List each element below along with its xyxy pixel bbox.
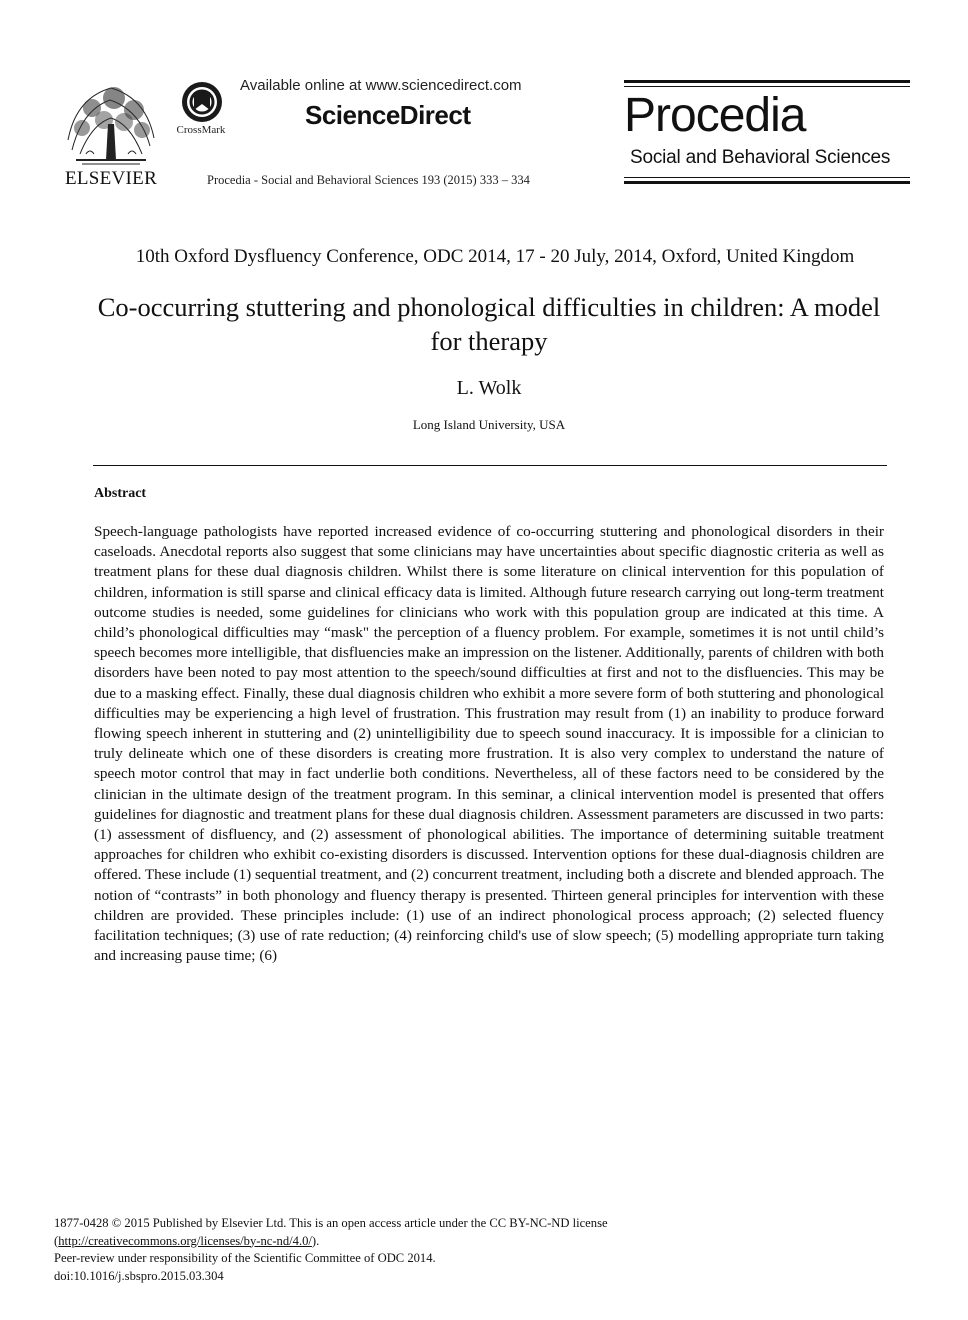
abstract-heading: Abstract bbox=[94, 486, 147, 501]
author-name: L. Wolk bbox=[456, 377, 522, 399]
elsevier-wordmark: ELSEVIER bbox=[64, 168, 158, 189]
license-paren-close: ). bbox=[311, 1233, 320, 1248]
paper-title: Co-occurring stuttering and phonological difficulties in children: A model for therapy bbox=[97, 292, 881, 356]
procedia-logo bbox=[624, 80, 910, 184]
crossmark-badge[interactable] bbox=[172, 80, 232, 140]
journal-citation: Procedia - Social and Behavioral Sciences 193 (2015) 333 – 334 bbox=[207, 173, 530, 187]
sciencedirect-logo: ScienceDirect bbox=[305, 100, 471, 130]
elsevier-tree-icon bbox=[62, 80, 160, 168]
license-paren-open: ( bbox=[54, 1233, 59, 1248]
crossmark-icon bbox=[172, 80, 232, 124]
procedia-title: Procedia bbox=[624, 89, 806, 142]
top-rule-thick bbox=[624, 80, 910, 83]
footer bbox=[54, 1215, 854, 1285]
peer-review-note: Peer-review under responsibility of the Scientific Committee of ODC 2014. bbox=[54, 1251, 436, 1266]
abstract-body: Speech-language pathologists have reported increased evidence of co-occurring stuttering and phonological disorders in their caseloads. Anecdotal reports also suggest that some clinicians may have uncertainties about specific diagnostic criteria as well as treatment plans for these dual diagnosis children. Whilst there is some literature on clinical intervention for this population of children, information is still sparse and clinical efficacy data is limited. Although future research carrying out long-term treatment outcome studies is needed, some guidelines for clinicians who work with this population group are indicated at this time. A child’s phonological difficulties may “mask" the perception of a fluency problem. For example, sometimes it is not until child’s speech becomes more intelligible, that disfluencies make an impression on the listener. Additionally, parents of children with both disorders have been noted to pay most attention to the speech/sound difficulties at first and not to the disfluencies. This may be due to a masking effect. Finally, these dual diagnosis children who exhibit a more severe form of both stuttering and phonological difficulties may be experiencing a high level of frustration. This frustration may result from (1) an inability to produce forward flowing speech inherent in stuttering and (2) unintelligibility due to speech sound inaccuracy. It is impossible for a clinician to truly delineate which one of these disorders is creating more frustration. It is also very complex to understand the nature of speech motor control that may in fact underlie both conditions. Nevertheless, all of these factors need to be considered by the clinician in the ultimate design of the treatment program. In this seminar, a clinical intervention model is presented that offers guidelines for diagnostic and treatment plans for these dual diagnosis children. Assessment parameters are discussed in two parts: (1) assessment of disfluency, and (2) assessment of phonological abilities. The importance of determining suitable treatment approaches for children who exhibit co-existing disorders is discussed. Intervention options for these dual-diagnosis children are offered. These include (1) sequential treatment, and (2) concurrent treatment, including both a discrete and blended approach. The notion of “contrasts” in both phonology and fluency therapy is presented. Thirteen general principles for intervention with these children are provided. These principles include: (1) use of an indirect phonological process approach; (2) selected fluency facilitation techniques; (3) use of rate reduction; (4) reinforcing child's use of slow speech; (5) modelling appropriate turn taking and increasing pause time; (6) bbox=[94, 523, 884, 965]
crossmark-label: CrossMark bbox=[176, 124, 226, 136]
bottom-rule-thin bbox=[624, 177, 910, 178]
available-online-text: Available online at www.sciencedirect.com bbox=[240, 77, 522, 94]
top-rule-thin bbox=[624, 86, 910, 87]
procedia-subtitle: Social and Behavioral Sciences bbox=[630, 147, 891, 168]
bottom-rule-thick bbox=[624, 181, 910, 184]
section-divider bbox=[93, 465, 887, 466]
license-url-line bbox=[54, 1233, 854, 1251]
conference-line: 10th Oxford Dysfluency Conference, ODC 2014, 17 - 20 July, 2014, Oxford, United Kingdom bbox=[135, 246, 855, 267]
license-link[interactable]: http://creativecommons.org/licenses/by-nc-nd/4.0/ bbox=[58, 1233, 312, 1248]
author-affiliation: Long Island University, USA bbox=[412, 417, 566, 432]
doi[interactable]: doi:10.1016/j.sbspro.2015.03.304 bbox=[54, 1268, 224, 1283]
license-line: 1877-0428 © 2015 Published by Elsevier Ltd. This is an open access article under the CC BY-NC-ND license bbox=[54, 1216, 608, 1230]
elsevier-logo bbox=[62, 80, 160, 188]
